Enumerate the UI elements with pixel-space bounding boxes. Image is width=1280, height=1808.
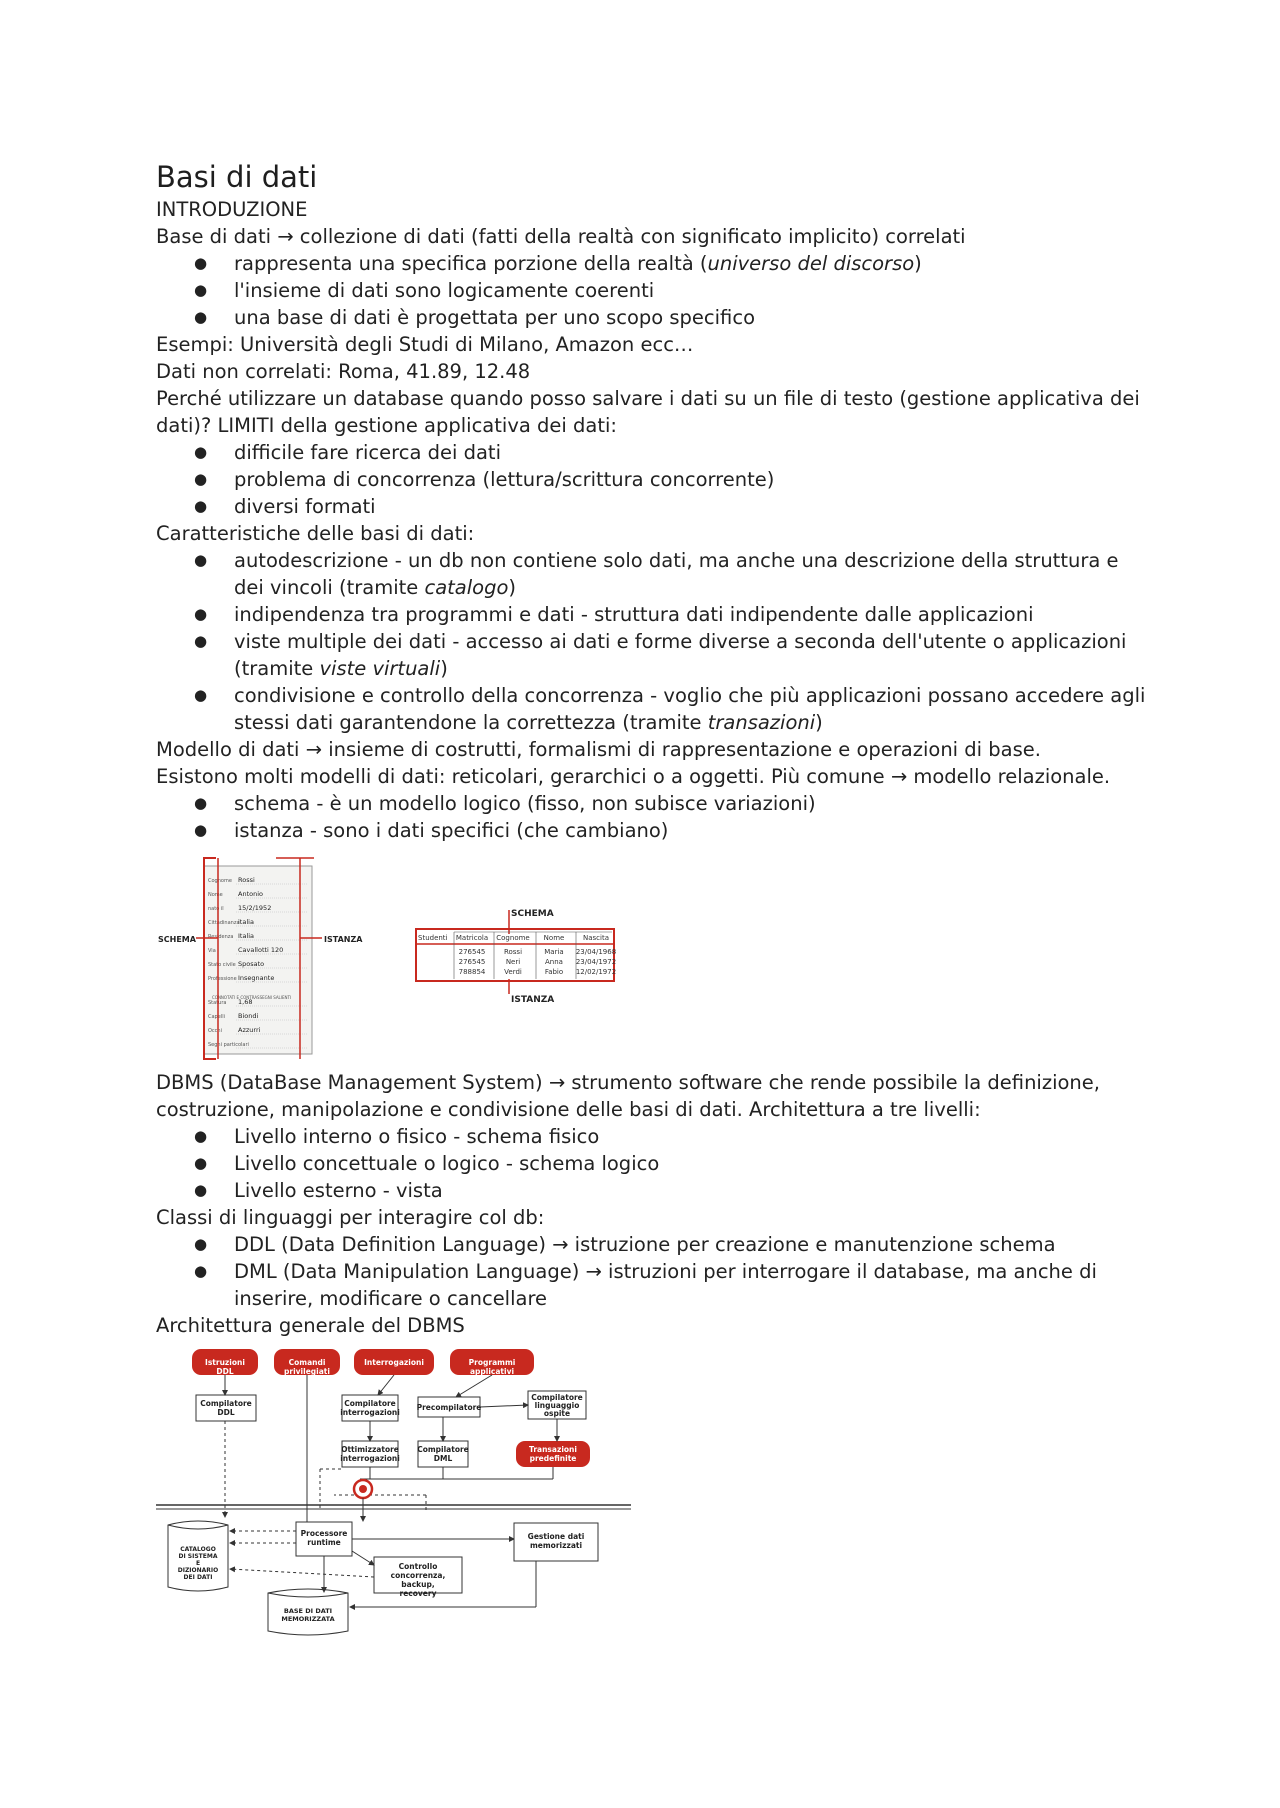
form-field-value: Rossi — [238, 876, 255, 884]
form-field-value: Cavallotti 120 — [238, 946, 284, 954]
list-item: ● istanza - sono i dati specifici (che cambiano) — [156, 817, 1146, 844]
form-field-value: Italia — [238, 932, 255, 940]
form-field-label: Nome — [208, 892, 223, 898]
form-field-value: Azzurri — [238, 1026, 261, 1034]
node-transazioni-label: Transazioni predefinite — [529, 1445, 577, 1463]
definition-bullets — [156, 250, 1146, 331]
list-item: ● DDL (Data Definition Language) → istruzione per creazione e manutenzione schema — [156, 1231, 1146, 1258]
node-compilatore-linguaggio-label: Compilatore linguaggio ospite — [531, 1393, 583, 1418]
schema-istanza-figure — [156, 854, 1146, 1069]
list-item: ● viste multiple dei dati - accesso ai dati e forme diverse a seconda dell'utente o applicazioni (tramite viste virtuali) — [156, 628, 1146, 682]
list-item: ● DML (Data Manipulation Language) → istruzioni per interrogare il database, ma anche di inserire, modificare o cancellare — [156, 1258, 1144, 1312]
form-field-value: 1,68 — [238, 998, 253, 1006]
list-item: ● diversi formati — [156, 493, 1146, 520]
dbms-architecture-diagram — [156, 1345, 636, 1645]
form-field-value: Insegnante — [238, 974, 275, 982]
schema-label-right: SCHEMA — [511, 909, 554, 919]
form-field-label: Professione — [208, 976, 237, 982]
page-title: Basi di dati — [156, 160, 318, 194]
istanza-label-left: ISTANZA — [324, 935, 363, 944]
limits-list — [156, 439, 1146, 520]
table-header: Nascita — [582, 934, 610, 942]
node-controllo-label: Controllo concorrenza, backup, recovery — [390, 1562, 446, 1598]
form-field-label: Cittadinanza — [208, 920, 240, 926]
table-name: Studenti — [418, 934, 448, 942]
list-item: ● Livello interno o fisico - schema fisico — [156, 1123, 1146, 1150]
table-cell: Anna — [545, 958, 563, 966]
node-base-memorizzata-label: BASE DI DATI MEMORIZZATA — [281, 1607, 335, 1623]
form-field-value: 15/2/1952 — [238, 904, 272, 912]
list-item: ● indipendenza tra programmi e dati - struttura dati indipendente dalle applicazioni — [156, 601, 1146, 628]
db-definition: Base di dati → collezione di dati (fatti della realtà con significato implicito) correlati — [156, 225, 966, 248]
table-cells — [418, 932, 616, 979]
table-header: Matricola — [455, 934, 489, 942]
form-field-label: Segni particolari — [208, 1042, 249, 1048]
node-ottimizzatore-label: Ottimizzatore interrogazioni — [340, 1445, 400, 1463]
characteristics-heading: Caratteristiche delle basi di dati: — [156, 522, 475, 545]
form-field-value: italia — [238, 918, 254, 926]
table-header: Cognome — [496, 934, 530, 942]
table-cell: 12/02/1972 — [575, 968, 617, 976]
model-list — [156, 790, 1146, 844]
node-compilatore-dml-label: Compilatore DML — [417, 1445, 469, 1463]
model-variety: Esistono molti modelli di dati: reticolari, gerarchici o a oggetti. Più comune → modello relazionale. — [156, 765, 1111, 788]
table-cell: Verdi — [504, 968, 522, 976]
dbms-definition: DBMS (DataBase Management System) → strumento software che rende possibile la definizione, costruzione, manipolazione e condivisione delle basi di dati. Architettura a tre livelli: — [156, 1071, 1100, 1121]
schema-istanza-diagram — [156, 854, 676, 1069]
list-item: ● una base di dati è progettata per uno scopo specifico — [156, 304, 1146, 331]
node-programmi-applicativi-label: Programmi applicativi — [468, 1358, 516, 1376]
table-cell: 23/04/1972 — [575, 958, 617, 966]
form-field-label: Residenza — [208, 934, 234, 940]
list-item: ● Livello concettuale o logico - schema logico — [156, 1150, 1146, 1177]
list-item: ● schema - è un modello logico (fisso, non subisce variazioni) — [156, 790, 1146, 817]
why-paragraph: Perché utilizzare un database quando posso salvare i dati su un file di testo (gestione applicativa dei dati)? LIMITI della gestione applicativa dei dati: — [156, 387, 1140, 437]
languages-list — [156, 1231, 1146, 1312]
list-item: ● autodescrizione - un db non contiene solo dati, ma anche una descrizione della struttura e dei vincoli (tramite catalogo) — [156, 547, 1146, 601]
examples: Esempi: Università degli Studi di Milano, Amazon ecc… — [156, 333, 694, 356]
table-cell: 276545 — [458, 958, 486, 966]
table-cell: Rossi — [503, 948, 523, 956]
list-item: ● Livello esterno - vista — [156, 1177, 1146, 1204]
form-field-label: Stato civile — [208, 962, 236, 968]
node-catalogo-label: CATALOGO DI SISTEMA E DIZIONARIO DEI DATI — [177, 1546, 219, 1581]
dbms-architecture-figure — [156, 1345, 1146, 1645]
istanza-label-right: ISTANZA — [511, 995, 555, 1005]
table-cell: Neri — [505, 958, 521, 966]
form-subheading: CONNOTATI E CONTRASSEGNI SALIENTI — [212, 995, 292, 1000]
list-item: ● difficile fare ricerca dei dati — [156, 439, 1146, 466]
form-field-label: Capelli — [208, 1014, 225, 1020]
uncorrelated-data: Dati non correlati: Roma, 41.89, 12.48 — [156, 360, 531, 383]
schema-label-left: SCHEMA — [158, 935, 196, 944]
form-field-label: Statura — [208, 1000, 227, 1006]
table-cell: 23/04/1968 — [575, 948, 617, 956]
node-interrogazioni-label: Interrogazioni — [364, 1358, 424, 1367]
node-precompilatore-label: Precompilatore — [416, 1403, 482, 1412]
node-compilatore-interrogazioni-label: Compilatore interrogazioni — [340, 1399, 400, 1417]
architecture-heading: Architettura generale del DBMS — [156, 1314, 465, 1337]
form-field-label: Cognome — [208, 878, 232, 884]
table-header: Nome — [543, 934, 565, 942]
node-comandi-privilegiati-label: Comandi privilegiati — [284, 1358, 330, 1376]
list-item: ● rappresenta una specifica porzione della realtà (universo del discorso) — [156, 250, 1146, 277]
node-gestione-label: Gestione dati memorizzati — [527, 1532, 585, 1550]
levels-list — [156, 1123, 1146, 1204]
node-compilatore-ddl-label: Compilatore DDL — [200, 1399, 252, 1417]
form-field-value: Sposato — [238, 960, 265, 968]
form-field-value: Biondi — [238, 1012, 259, 1020]
form-field-label: Via — [208, 948, 216, 954]
table-cell: 276545 — [458, 948, 486, 956]
section-heading: INTRODUZIONE — [156, 198, 308, 221]
table-cell: Fabio — [544, 968, 564, 976]
form-field-label: nato il — [208, 906, 224, 912]
document-page — [156, 158, 1146, 1645]
node-istruzioni-ddl-label: Istruzioni DDL — [205, 1358, 245, 1376]
node-processore-label: Processore runtime — [300, 1529, 348, 1547]
list-item: ● problema di concorrenza (lettura/scrittura concorrente) — [156, 466, 1146, 493]
form-field-value: Antonio — [238, 890, 263, 898]
table-cell: 788854 — [458, 968, 486, 976]
model-definition: Modello di dati → insieme di costrutti, formalismi di rappresentazione e operazioni di base. — [156, 738, 1041, 761]
list-item: ● condivisione e controllo della concorrenza - voglio che più applicazioni possano accedere agli stessi dati garantendone la correttezza (tramite transazioni) — [156, 682, 1146, 736]
list-item: ● l'insieme di dati sono logicamente coerenti — [156, 277, 1146, 304]
table-cell: Maria — [544, 948, 564, 956]
characteristics-list — [156, 547, 1146, 736]
form-field-label: Occhi — [208, 1028, 222, 1034]
languages-heading: Classi di linguaggi per interagire col db: — [156, 1206, 545, 1229]
